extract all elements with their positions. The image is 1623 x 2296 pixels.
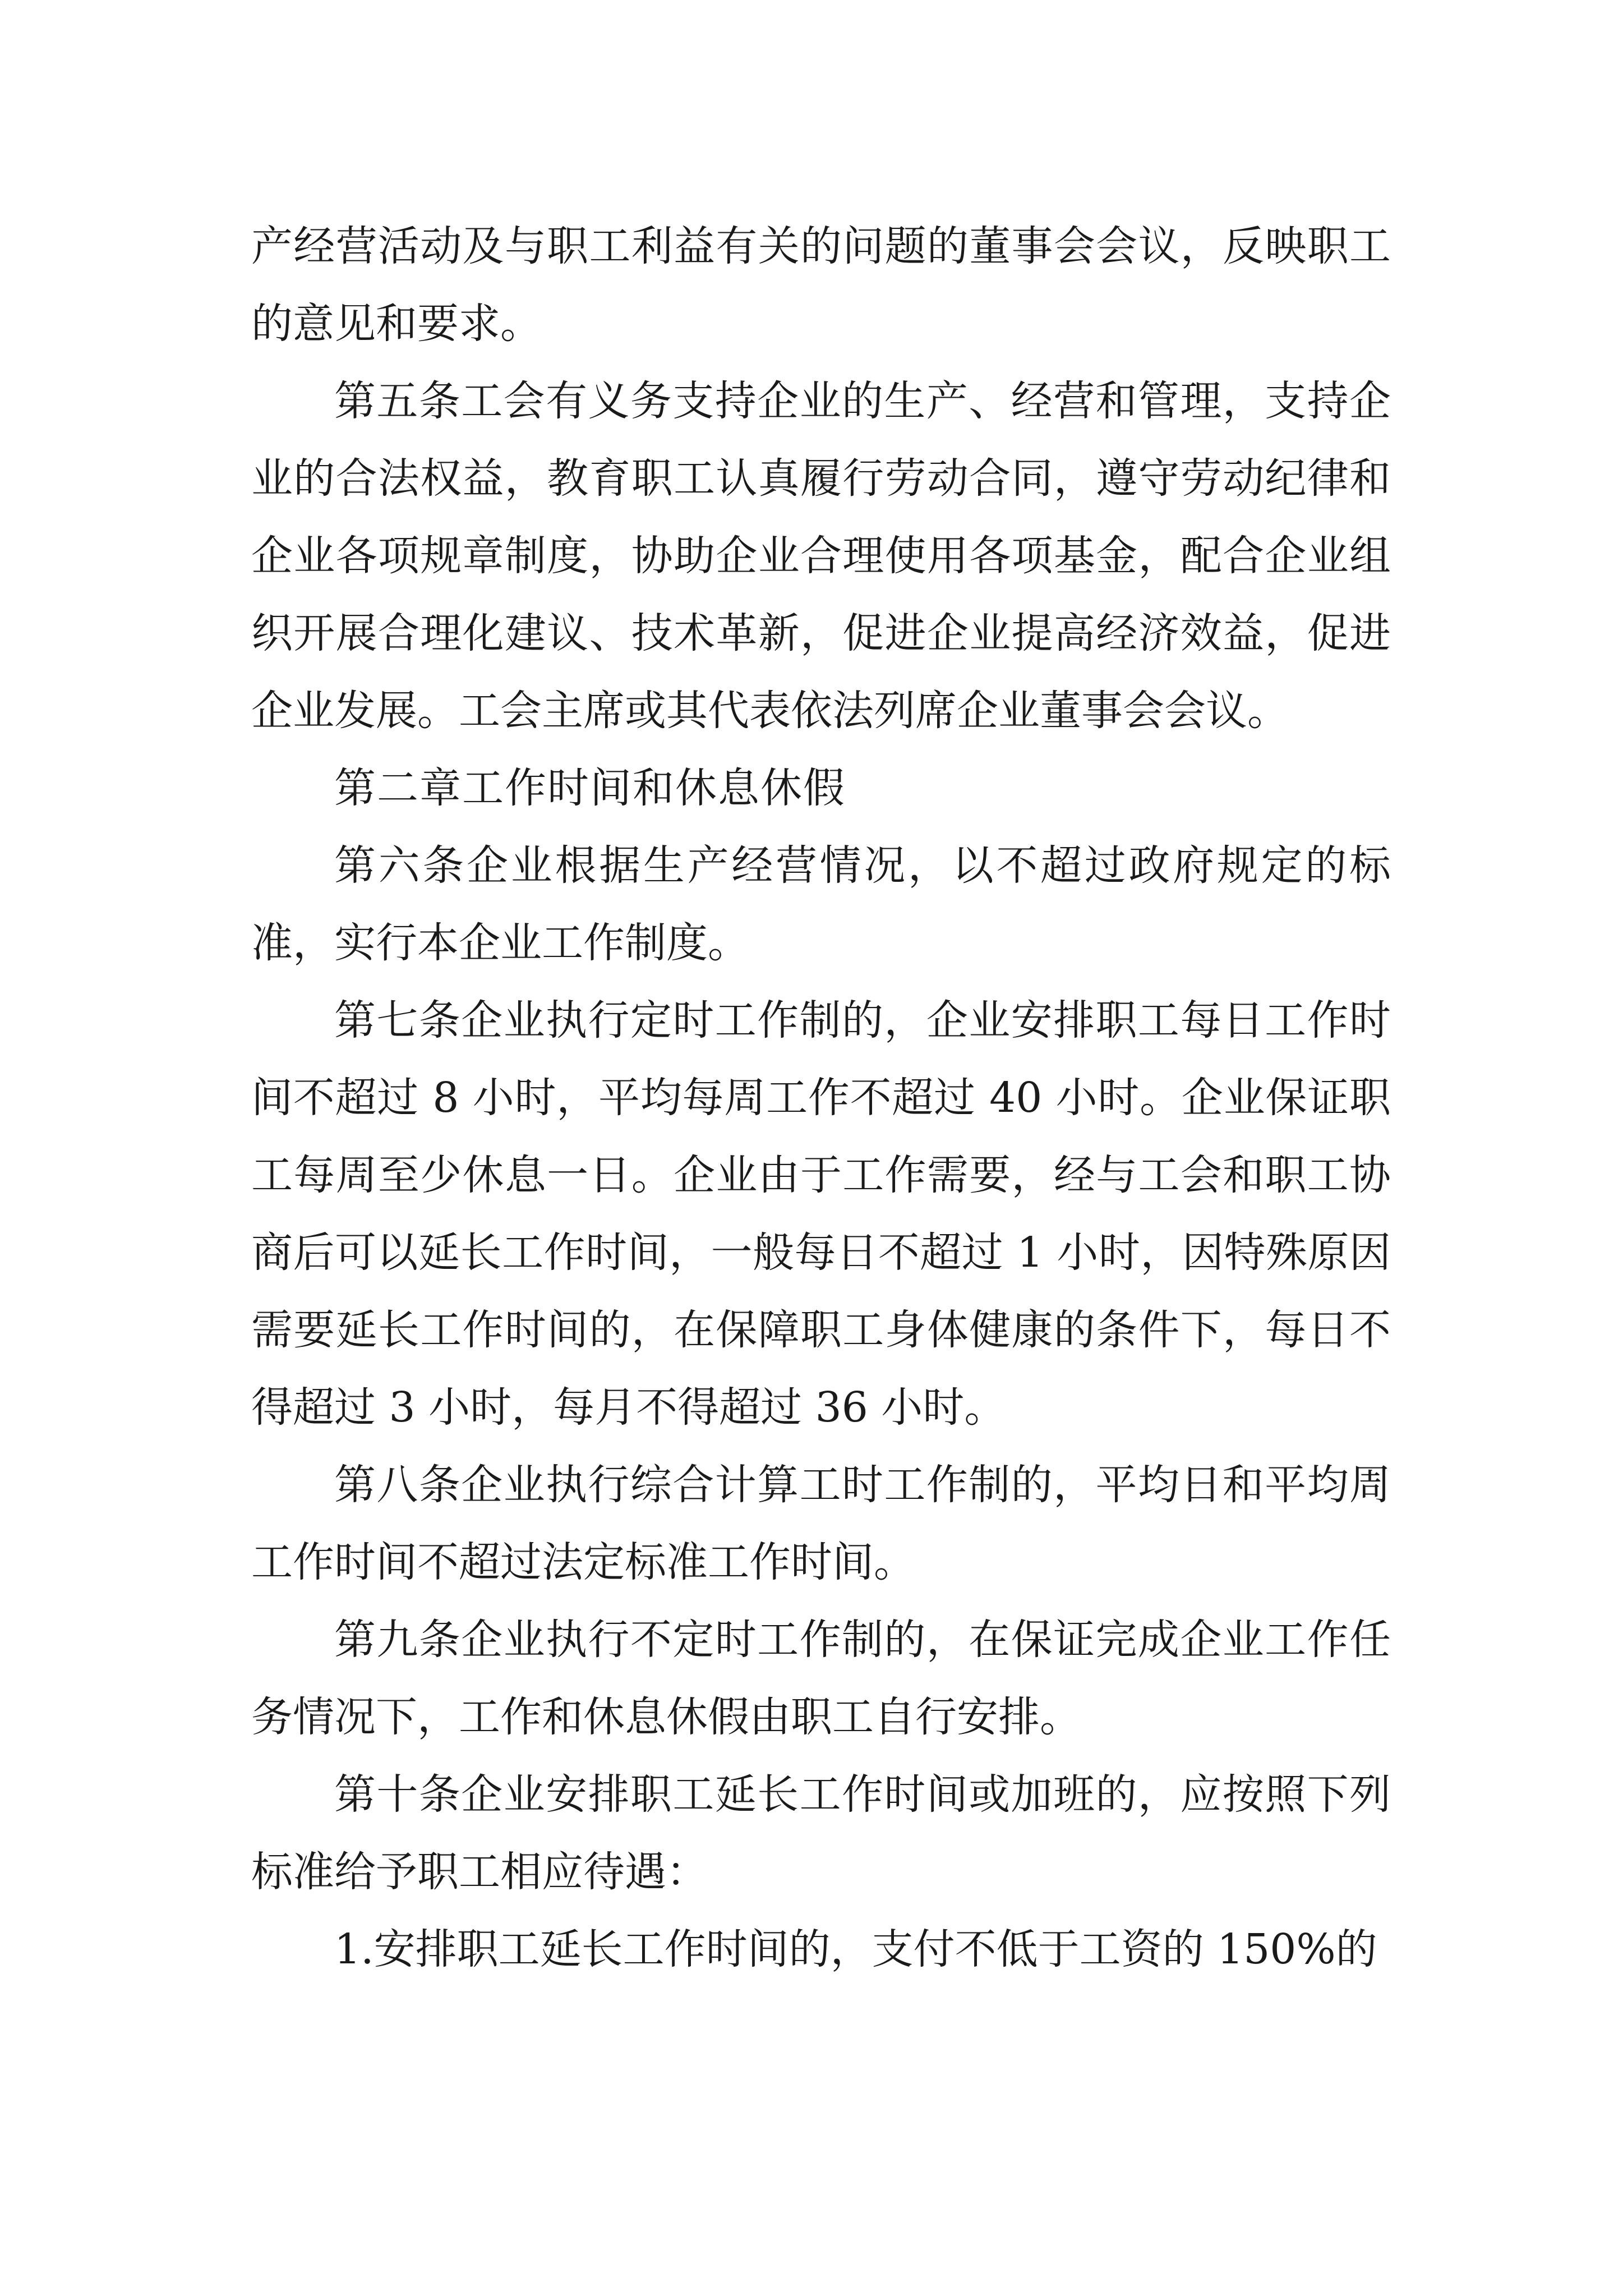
chapter-heading: 第二章工作时间和休息休假 (334, 764, 846, 812)
paragraph-article-9: 第九条企业执行不定时工作制的，在保证完成企业工作任务情况下，工作和休息休假由职工自行安排。 (251, 1616, 1391, 1741)
document-body (251, 208, 1391, 1988)
paragraph-continuation: 产经营活动及与职工利益有关的问题的董事会会议，反映职工的意见和要求。 (251, 222, 1391, 348)
list-item-1: 1.安排职工延长工作时间的，支付不低于工资的 150%的 (334, 1925, 1377, 1973)
paragraph-article-5: 第五条工会有义务支持企业的生产、经营和管理，支持企业的合法权益，教育职工认真履行劳动合同，遵守劳动纪律和企业各项规章制度，协助企业合理使用各项基金，配合企业组织开展合理化建议、技术革新，促进企业提高经济效益，促进企业发展。工会主席或其代表依法列席企业董事会会议。 (251, 377, 1391, 735)
paragraph-article-8: 第八条企业执行综合计算工时工作制的，平均日和平均周工作时间不超过法定标准工作时间。 (251, 1461, 1391, 1586)
paragraph-article-10: 第十条企业安排职工延长工作时间或加班的，应按照下列标准给予职工相应待遇： (251, 1770, 1391, 1896)
paragraph-article-6: 第六条企业根据生产经营情况，以不超过政府规定的标准，实行本企业工作制度。 (251, 841, 1391, 967)
paragraph-article-7: 第七条企业执行定时工作制的，企业安排职工每日工作时间不超过 8 小时，平均每周工作不超过 40 小时。企业保证职工每周至少休息一日。企业由于工作需要，经与工会和职工协商后可以延长工作时间，一般每日不超过 1 小时，因特殊原因需要延长工作时间的，在保障职工身体健康的条件下，每日不得超过 3 小时，每月不得超过 36 小时。 (251, 996, 1391, 1432)
